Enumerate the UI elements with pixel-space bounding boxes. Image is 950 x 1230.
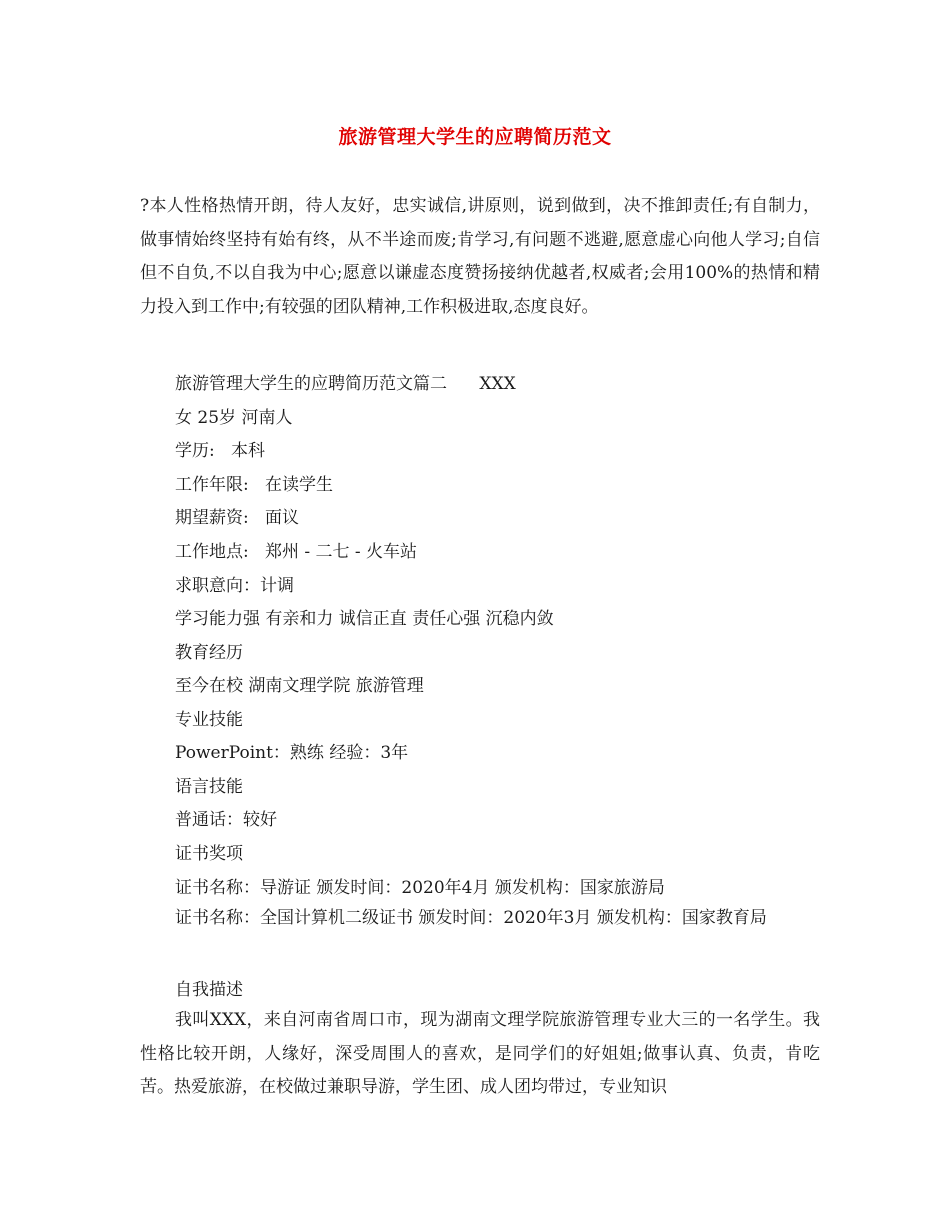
resume-line-location: 工作地点: 郑州 - 二七 - 火车站: [175, 542, 418, 562]
resume-line-school: 至今在校 湖南文理学院 旅游管理: [175, 676, 424, 696]
section-heading-education: 教育经历: [175, 643, 243, 663]
self-description-paragraph: 我叫XXX，来自河南省周口市，现为湖南文理学院旅游管理专业大三的一名学生。我性格比较开朗，人缘好，深受周围人的喜欢，是同学们的好姐姐;做事认真、负责，肯吃苦。热爱旅游，在校做过兼职导游，学生团、成人团均带过，专业知识: [140, 1010, 820, 1098]
resume-line-work-years: 工作年限: 在读学生: [175, 475, 333, 495]
resume-line-gender-age: 女 25岁 河南人: [175, 408, 293, 428]
resume-line-mandarin: 普通话：较好: [175, 810, 277, 830]
resume-line-education: 学历: 本科: [175, 441, 265, 461]
resume-line-cert-guide: 证书名称：导游证 颁发时间：2020年4月 颁发机构：国家旅游局: [175, 878, 665, 898]
resume-line-traits: 学习能力强 有亲和力 诚信正直 责任心强 沉稳内敛: [175, 609, 554, 629]
resume-line-cert-computer: 证书名称：全国计算机二级证书 颁发时间：2020年3月 颁发机构：国家教育局: [175, 908, 767, 928]
resume-line-intention: 求职意向：计调: [175, 576, 294, 596]
resume-line-header: 旅游管理大学生的应聘简历范文篇二 XXX: [175, 374, 516, 394]
intro-paragraph: ?本人性格热情开朗，待人友好，忠实诚信,讲原则，说到做到，决不推卸责任;有自制力，做事情始终坚持有始有终，从不半途而废;肯学习,有问题不逃避,愿意虚心向他人学习;自信但不自负,不以自我为中心;愿意以谦虚态度赞扬接纳优越者,权威者;会用100%的热情和精力投入到工作中;有较强的团队精神,工作积极进取,态度良好。: [140, 196, 820, 317]
document-title: 旅游管理大学生的应聘简历范文: [338, 126, 612, 148]
resume-line-powerpoint: PowerPoint：熟练 经验：3年: [175, 743, 409, 763]
section-heading-language: 语言技能: [175, 777, 243, 797]
section-heading-self-description: 自我描述: [175, 980, 243, 1000]
resume-line-salary: 期望薪资: 面议: [175, 508, 299, 528]
section-heading-certificates: 证书奖项: [175, 844, 243, 864]
section-heading-skills: 专业技能: [175, 710, 243, 730]
